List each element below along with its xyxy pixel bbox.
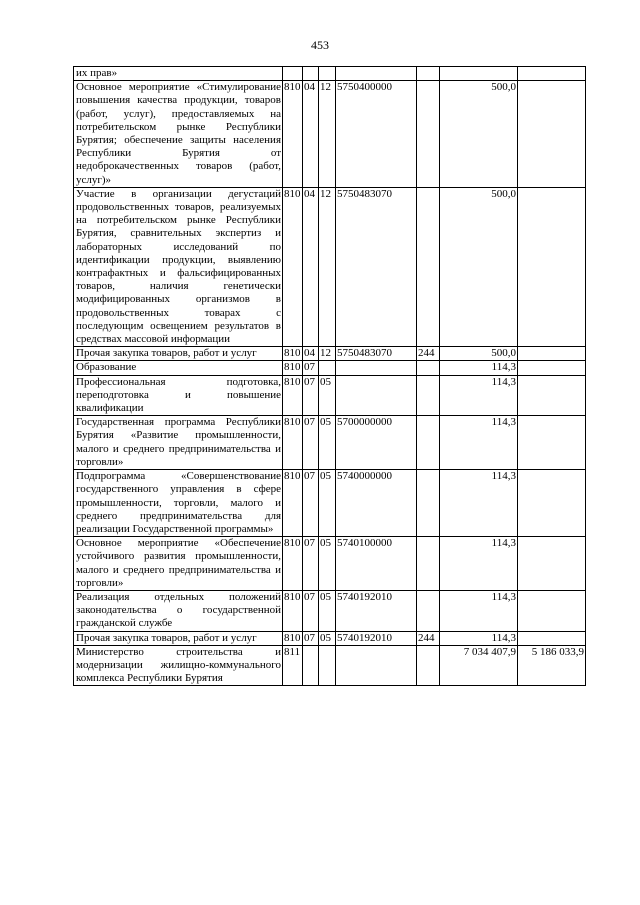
subsection-code-cell: 12 — [319, 187, 336, 346]
amount-second-cell — [518, 470, 586, 537]
subsection-code-cell: 05 — [319, 631, 336, 645]
subsection-code-cell: 12 — [319, 81, 336, 188]
target-article-cell — [336, 645, 417, 686]
budget-table — [73, 66, 586, 686]
expense-type-cell — [417, 361, 440, 375]
row-name-cell: Государственная программа Республики Бурятия «Развитие промышленности, малого и среднего предпринимательства и торговли» — [74, 416, 283, 470]
target-article-cell: 5700000000 — [336, 416, 417, 470]
subsection-code-cell: 05 — [319, 470, 336, 537]
expense-type-cell: 244 — [417, 631, 440, 645]
table-row — [74, 375, 586, 416]
amount-cell: 114,3 — [440, 631, 518, 645]
expense-type-cell — [417, 375, 440, 416]
row-name-cell: их прав» — [74, 67, 283, 81]
table-row — [74, 416, 586, 470]
target-article-cell: 5740100000 — [336, 537, 417, 591]
section-code-cell: 07 — [303, 590, 319, 631]
row-name-cell: Министерство строительства и модернизации жилищно-коммунального комплекса Республики Бурятия — [74, 645, 283, 686]
row-name-cell: Подпрограмма «Совершенствование государственного управления в сфере промышленности, торговли, малого и среднего предпринимательства для реализации Государственной программы» — [74, 470, 283, 537]
table-row — [74, 361, 586, 375]
table-row — [74, 645, 586, 686]
table-row — [74, 631, 586, 645]
expense-type-cell — [417, 67, 440, 81]
section-code-cell: 04 — [303, 81, 319, 188]
ministry-code-cell: 810 — [284, 361, 301, 374]
ministry-code-cell: 810 — [283, 375, 303, 416]
row-name-cell: Участие в организации дегустаций продовольственных товаров, реализуемых на потребительском рынке Республики Бурятия, сравнительных экспертиз и лабораторных исследований по идентификации продукции, выявлению контрафактных и фальсифицированных товаров, наличия генетически модифицированных организмов в продовольственных товарах с последующим освещением результатов в средствах массовой информации — [74, 187, 283, 346]
target-article-cell: 5750400000 — [336, 81, 417, 188]
amount-cell: 114,3 — [440, 416, 518, 470]
expense-type-cell — [417, 81, 440, 188]
subsection-code-cell: 05 — [319, 537, 336, 591]
target-article-cell: 5740192010 — [336, 590, 417, 631]
table-row — [74, 590, 586, 631]
amount-second-cell — [518, 631, 586, 645]
table-row — [74, 347, 586, 361]
target-article-cell: 5740000000 — [336, 470, 417, 537]
amount-second-cell — [518, 67, 586, 81]
ministry-code-cell: 810 — [283, 187, 303, 346]
section-code-cell: 07 — [303, 416, 319, 470]
ministry-code-cell: 810 — [283, 470, 303, 537]
subsection-code-cell: 12 — [319, 347, 336, 361]
row-name-cell: Профессиональная подготовка, переподготовка и повышение квалификации — [74, 375, 283, 416]
row-name-cell: Реализация отдельных положений законодательства о государственной гражданской службе — [74, 590, 283, 631]
subsection-code-cell — [319, 67, 336, 81]
section-code-cell: 07 — [303, 537, 319, 591]
amount-cell: 500,0 — [440, 81, 518, 188]
amount-second-cell — [518, 81, 586, 188]
amount-cell: 500,0 — [440, 187, 518, 346]
row-name-cell: Основное мероприятие «Стимулирование повышения качества продукции, товаров (работ, услуг), предоставляемых на потребительском рынке Республики Бурятия; обеспечение защиты населения Республики Бурятия от недоброкачественных товаров (работ, услуг)» — [74, 81, 283, 188]
expense-type-cell — [417, 470, 440, 537]
target-article-cell — [336, 67, 417, 81]
subsection-code-cell — [319, 361, 336, 375]
expense-type-cell — [417, 590, 440, 631]
target-article-cell: 5740192010 — [336, 631, 417, 645]
amount-second-cell — [518, 361, 586, 375]
target-article-cell — [336, 375, 417, 416]
ministry-code-cell: 810 — [283, 590, 303, 631]
expense-type-cell: 244 — [417, 347, 440, 361]
amount-second-cell — [518, 590, 586, 631]
budget-table-body — [74, 67, 586, 686]
ministry-code-cell — [283, 67, 303, 81]
target-article-cell: 5750483070 — [336, 187, 417, 346]
row-name-cell: Прочая закупка товаров, работ и услуг — [74, 347, 283, 361]
section-code-cell: 07 — [303, 631, 319, 645]
target-article-cell — [336, 361, 417, 375]
row-name-cell: Прочая закупка товаров, работ и услуг — [74, 631, 283, 645]
expense-type-cell — [417, 416, 440, 470]
ministry-code-cell: 810 — [284, 347, 301, 360]
row-name-cell: Основное мероприятие «Обеспечение устойчивого развития промышленности, малого и среднего предпринимательства и торговли» — [74, 537, 283, 591]
table-row — [74, 81, 586, 188]
expense-type-cell — [417, 187, 440, 346]
subsection-code-cell: 05 — [319, 416, 336, 470]
section-code-cell: 07 — [303, 375, 319, 416]
amount-second-cell — [518, 347, 586, 361]
amount-cell: 114,3 — [440, 470, 518, 537]
amount-second-cell — [518, 537, 586, 591]
amount-second-cell — [518, 375, 586, 416]
subsection-code-cell — [319, 645, 336, 686]
amount-cell: 500,0 — [440, 347, 518, 361]
amount-second-cell: 5 186 033,9 — [518, 645, 586, 686]
table-row — [74, 537, 586, 591]
ministry-code-cell: 811 — [283, 645, 303, 686]
amount-second-cell — [518, 187, 586, 346]
section-code-cell: 07 — [303, 470, 319, 537]
amount-cell: 114,3 — [440, 537, 518, 591]
ministry-code-cell: 810 — [283, 537, 303, 591]
page-number: 453 — [311, 38, 329, 52]
section-code-cell — [303, 645, 319, 686]
amount-cell: 114,3 — [440, 590, 518, 631]
expense-type-cell — [417, 537, 440, 591]
target-article-cell: 5750483070 — [336, 347, 417, 361]
amount-cell: 114,3 — [440, 375, 518, 416]
amount-second-cell — [518, 416, 586, 470]
section-code-cell: 04 — [303, 347, 319, 361]
table-row — [74, 187, 586, 346]
section-code-cell: 04 — [303, 187, 319, 346]
section-code-cell: 07 — [303, 361, 319, 375]
ministry-code-cell: 810 — [283, 81, 303, 188]
amount-cell: 114,3 — [440, 361, 518, 375]
amount-cell — [440, 67, 518, 81]
amount-cell: 7 034 407,9 — [440, 645, 518, 686]
ministry-code-cell: 810 — [284, 631, 301, 644]
row-name-cell: Образование — [74, 361, 283, 375]
table-row — [74, 470, 586, 537]
subsection-code-cell: 05 — [319, 590, 336, 631]
expense-type-cell — [417, 645, 440, 686]
subsection-code-cell: 05 — [319, 375, 336, 416]
ministry-code-cell: 810 — [283, 416, 303, 470]
section-code-cell — [303, 67, 319, 81]
table-row — [74, 67, 586, 81]
